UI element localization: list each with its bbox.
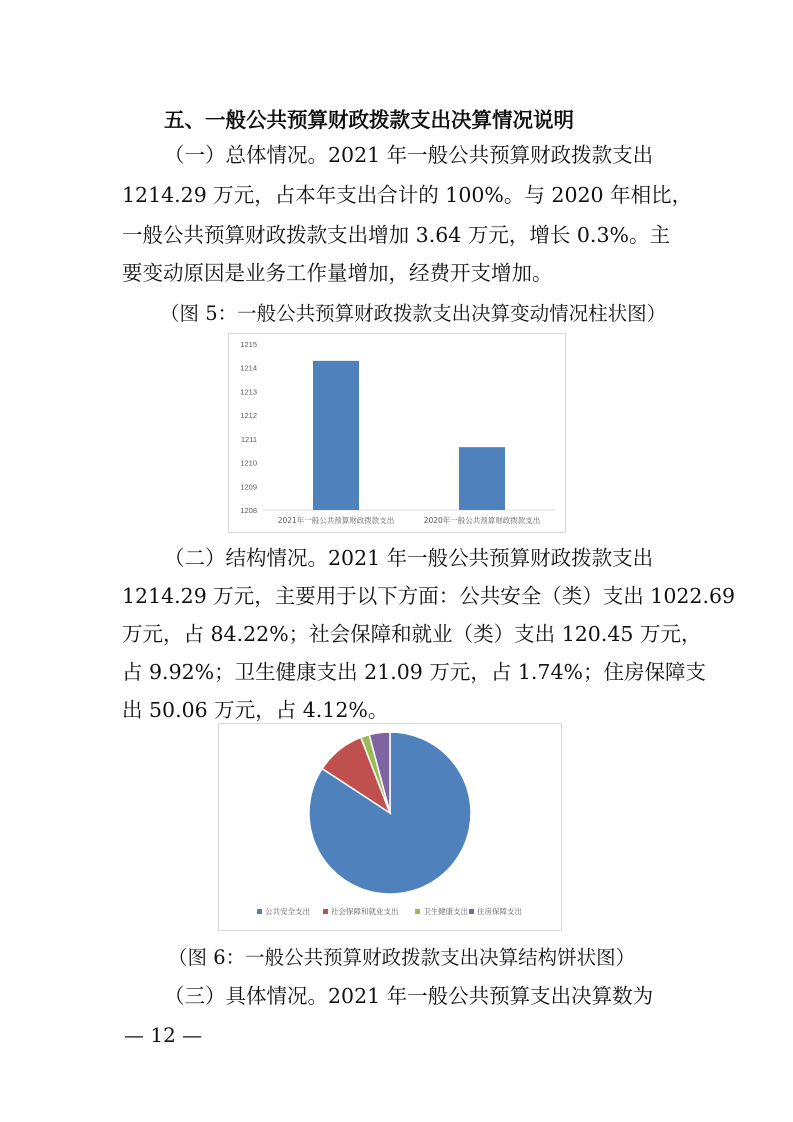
x-category-label: 2020年一般公共预算财政拨款支出 [423,516,541,525]
figure-caption-5: （图 5：一般公共预算财政拨款支出决算变动情况柱状图） [160,302,667,325]
legend-label: 社会保障和就业支出 [331,907,399,916]
pie-chart [218,723,562,931]
paragraph-line: 出 50.06 万元，占 4.12%。 [122,698,389,722]
paragraph-line: 万元，占 84.22%；社会保障和就业（类）支出 120.45 万元， [122,622,702,646]
paragraph-line: 要变动原因是业务工作量增加，经费开支增加。 [122,261,553,285]
legend-swatch [469,909,474,914]
y-tick-label: 1213 [240,387,257,397]
paragraph-line: 1214.29 万元，占本年支出合计的 100%。与 2020 年相比， [122,183,693,207]
legend-swatch [415,909,420,914]
paragraph-line: 一般公共预算财政拨款支出增加 3.64 万元，增长 0.3%。主 [122,223,670,247]
section-heading: 五、一般公共预算财政拨款支出决算情况说明 [164,108,574,132]
y-tick-label: 1211 [240,434,257,444]
y-tick-label: 1214 [240,363,257,373]
paragraph-line: （三）具体情况。2021 年一般公共预算支出决算数为 [164,984,654,1008]
y-tick-label: 1209 [240,482,257,492]
legend-label: 卫生健康支出 [423,907,468,916]
paragraph-line: （二）结构情况。2021 年一般公共预算财政拨款支出 [164,546,654,570]
y-tick-label: 1215 [240,340,257,349]
legend-label: 住房保障支出 [477,907,522,916]
bar [459,447,505,510]
page-number: — 12 — [124,1023,203,1047]
bar-chart [228,333,566,533]
bar-chart-svg [229,334,565,532]
bar [313,361,359,510]
y-tick-label: 1210 [240,458,257,468]
legend-label: 公共安全支出 [265,907,310,916]
paragraph-line: 1214.29 万元，主要用于以下方面：公共安全（类）支出 1022.69 [122,584,736,608]
legend-swatch [323,909,328,914]
paragraph-line: （一）总体情况。2021 年一般公共预算财政拨款支出 [164,143,654,167]
pie-chart-svg [219,724,561,930]
legend-swatch [257,909,262,914]
y-tick-label: 1212 [240,411,257,421]
x-category-label: 2021年一般公共预算财政拨款支出 [277,516,395,525]
y-tick-label: 1208 [240,506,257,515]
paragraph-line: 占 9.92%；卫生健康支出 21.09 万元，占 1.74%；住房保障支 [122,660,706,684]
figure-caption-6: （图 6：一般公共预算财政拨款支出决算结构饼状图） [168,946,636,969]
